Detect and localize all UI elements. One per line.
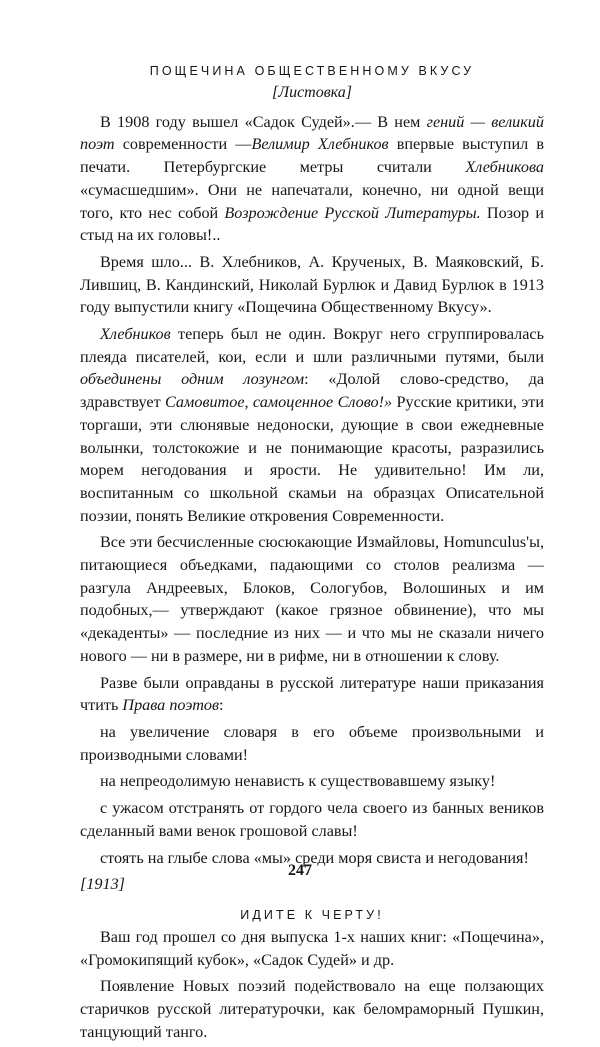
text-run: теперь был не один. Вокруг него сгруппировалась плеяда писателей, кои, если и шли различными путями, были <box>80 325 544 366</box>
text-run: Русские критики, эти торгаши, эти слюнявые недоноски, дующие в свои ежедневные волынки, толстокожие и не понимающие красоты, разразились морем негодования и ярости. Не удивительно! Им ли, воспитанным со школьной скамьи на образцах Описательной поэзии, понять Великие откровения Современности. <box>80 393 545 525</box>
text-run-italic: Самовитое, самоценное Слово!» <box>165 393 393 412</box>
paragraph-3 <box>80 323 544 527</box>
section-subtitle-leaflet: [Листовка] <box>272 84 352 101</box>
text-run: Разве были оправданы в русской литературе наши приказания чтить <box>80 673 544 715</box>
text-run: «сумасшедшим». Они не напечатали, конечно, ни одной вещи того, кто нес собой <box>80 180 544 222</box>
right-item-4: стоять на глыбе слова «мы» среди моря свиста и негодования! <box>100 848 529 867</box>
text-run: Позор и стыд на их головы!.. <box>80 203 545 245</box>
text-run-italic: Права поэтов <box>122 696 220 715</box>
paragraph-5 <box>80 672 544 717</box>
right-item-3: с ужасом отстранять от гордого чела своего из банных веников сделанный вами венок грошовой славы! <box>80 799 544 840</box>
text-run-italic: Хлебникова <box>465 158 544 177</box>
right-item-1: на увеличение словаря в его объеме произвольными и производными словами! <box>80 722 544 764</box>
section-title-slap: ПОЩЕЧИНА ОБЩЕСТВЕННОМУ ВКУСУ <box>149 64 475 78</box>
page-body <box>80 60 544 1047</box>
text-run: В 1908 году вышел «Садок Судей».— В нем <box>100 112 427 131</box>
paragraph-7: Появление Новых поэзий подействовало на еще ползающих старичков русской литературочки, как беломраморный Пушкин, танцующий танго. <box>80 977 544 1041</box>
paragraph-1 <box>80 111 544 247</box>
date-stamp: [1913] <box>80 875 125 894</box>
text-run-italic: Возрождение Русской Литературы. <box>224 203 481 222</box>
text-run: впервые выступил в печати. Петербургские метры считали <box>80 135 544 177</box>
section-title-go-to-hell: ИДИТЕ К ЧЕРТУ! <box>240 907 384 922</box>
text-run: современности — <box>114 135 252 154</box>
paragraph-2: Время шло... В. Хлебников, А. Крученых, В. Маяковский, Б. Лившиц, В. Кандинский, Николай Бурлюк и Давид Бурлюк в 1913 году выпустили книгу «Пощечина Общественному Вкусу». <box>80 252 544 317</box>
text-run: : <box>219 696 224 715</box>
right-item-2: на непреодолимую ненависть к существовавшему языку! <box>100 772 496 791</box>
text-run-italic: Хлебников <box>100 325 171 344</box>
paragraph-6: Ваш год прошел со дня выпуска 1-х наших книг: «Пощечина», «Громокипящий кубок», «Садок Судей» и др. <box>80 927 544 969</box>
text-run: : «Долой слово-средство, да здравствует <box>80 370 545 412</box>
text-run-italic: Велимир Хлебников <box>251 135 389 154</box>
page-number: 247 <box>288 862 312 879</box>
text-run-italic: объединены одним лозунгом <box>80 370 305 389</box>
text-run-italic: гений — великий поэт <box>80 112 544 154</box>
paragraph-4: Все эти бесчисленные сюсюкающие Измайловы, Homunculus'ы, питающиеся объедками, падающими со столов реализма — разгула Андреевых, Блоков, Сологубов, Волошиных и им подобных,— утверждают (какое грязное обвинение), что мы «декаденты» — последние из них — и что мы не сказали ничего нового — ни в размере, ни в рифме, ни в отношении к слову. <box>80 533 544 665</box>
